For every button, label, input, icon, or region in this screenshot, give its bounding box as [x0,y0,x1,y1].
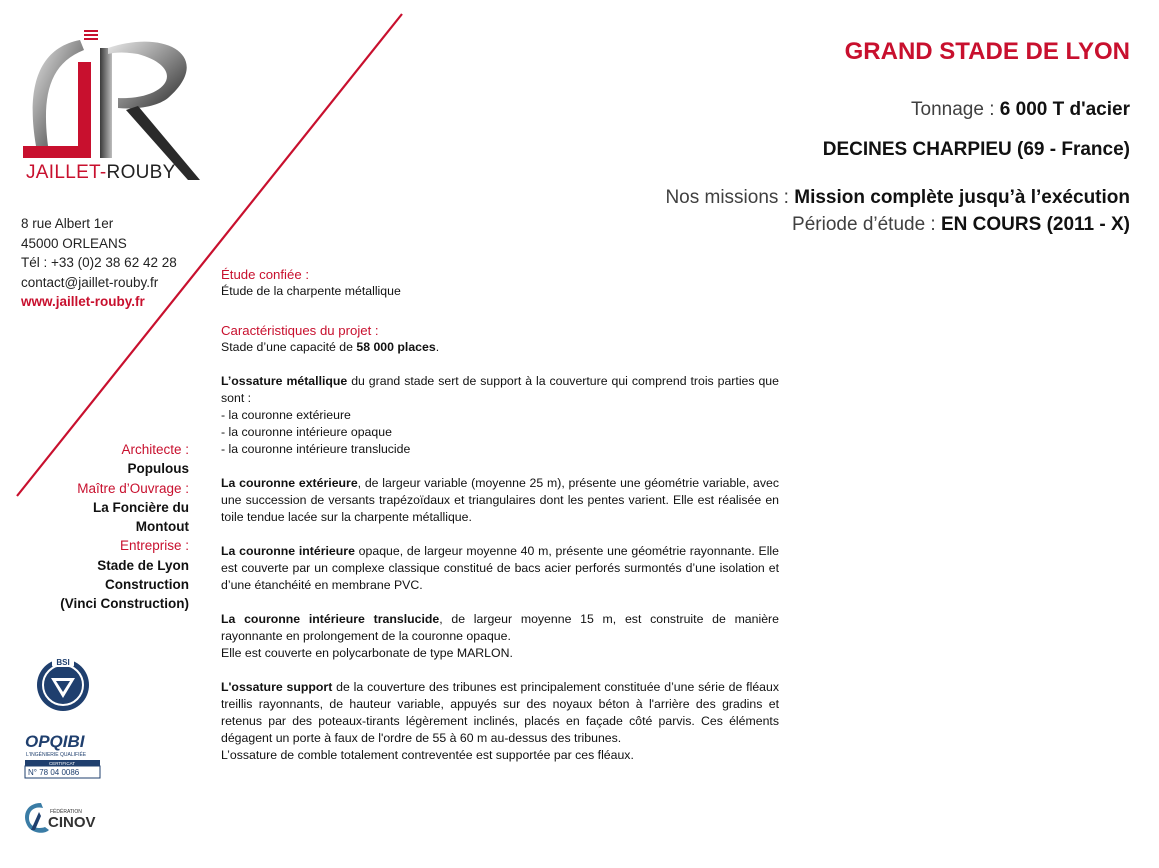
study-period-line: Période d’étude : EN COURS (2011 - X) [792,214,1130,235]
list-item: - la couronne extérieure [221,408,351,422]
translucent-crown-paragraph: La couronne intérieure translucide, de largeur moyenne 15 m, est construite de manière rayonnante en prolongement de la couronne opaque. [221,612,779,643]
study-heading: Étude confiée : [221,267,309,282]
characteristics-heading: Caractéristiques du projet : [221,323,379,338]
contractor-value-line3: (Vinci Construction) [60,596,189,612]
bsi-text: BSI [56,658,70,667]
owner-value-line2: Montout [135,519,189,535]
owner-label: Maître d’Ouvrage : [77,480,189,496]
contractor-value-line2: Construction [105,577,189,593]
list-item: - la couronne intérieure translucide [221,442,411,456]
opqibi-cert-label: CERTIFICAT [48,761,76,766]
structure-paragraph: L’ossature métallique du grand stade sert de support à la couverture qui comprend trois parties que sont : [221,374,779,405]
project-credits [0,440,189,614]
support-structure-line2: L’ossature de comble totalement contreventée est supportée par ces fléaux. [221,748,634,762]
cinov-federation-text: FÉDÉRATION [50,809,82,815]
capacity-text: Stade d’une capacité de 58 000 places. [221,340,440,354]
address-city: 45000 ORLEANS [21,235,127,251]
website-link[interactable]: www.jaillet-rouby.fr [21,294,145,309]
project-title: GRAND STADE DE LYON [844,38,1130,65]
missions-line: Nos missions : Mission complète jusqu’à l’exécution [665,187,1130,208]
outer-crown-paragraph: La couronne extérieure, de largeur variable (moyenne 25 m), présente une géométrie variable, avec une succession de versants trapézoïdaux et triangulaires dont les pentes varient. Elle est réalisée en toile tendue lacée sur la charpente métallique. [221,476,779,524]
cinov-federation-logo [19,800,109,836]
phone-number: Tél : +33 (0)2 38 62 42 28 [21,255,177,270]
opqibi-text: OPQIBI [25,732,85,751]
contractor-value-line1: Stade de Lyon [97,557,189,573]
architect-value: Populous [127,461,189,477]
opqibi-certification-logo [24,730,104,780]
company-address [21,214,177,312]
translucent-crown-line2: Elle est couverte en polycarbonate de type MARLON. [221,646,513,660]
inner-crown-paragraph: La couronne intérieure opaque, de largeur moyenne 40 m, présente une géométrie rayonnante. Elle est couverte par un complexe classique constitué de bacs acier perforés surmontés d’une isolation et d’une étanchéité en membrane PVC. [221,544,780,592]
bsi-certification-logo [34,654,92,712]
support-structure-paragraph: L'ossature support de la couverture des tribunes est principalement constituée d’une série de fléaux treillis rayonnants, de hauteur variable, appuyés sur des noyaux béton à l'arrière des gradins et retenus par des poteaux-tirants légèrement inclinés, placés en façade côté parvis. Ces éléments dégagent un porte à faux de l'ordre de 55 à 60 m au-dessus des tribunes. [221,680,779,745]
opqibi-subtitle: L'INGÉNIERIE QUALIFIÉE [26,752,87,758]
list-item: - la couronne intérieure opaque [221,425,392,439]
email-address[interactable]: contact@jaillet-rouby.fr [21,274,159,290]
opqibi-number: N° 78 04 0086 [28,768,80,777]
address-street: 8 rue Albert 1er [21,216,114,231]
study-text: Étude de la charpente métallique [221,284,401,298]
project-description [221,266,779,764]
owner-value-line1: La Foncière du [92,499,189,515]
tonnage-line: Tonnage : 6 000 T d'acier [911,99,1130,120]
contractor-label: Entreprise : [119,538,189,554]
project-location: DECINES CHARPIEU (69 - France) [822,139,1130,160]
cinov-text: CINOV [48,814,96,831]
architect-label: Architecte : [121,442,189,457]
company-logo-text: JAILLET-ROUBY [26,162,176,183]
